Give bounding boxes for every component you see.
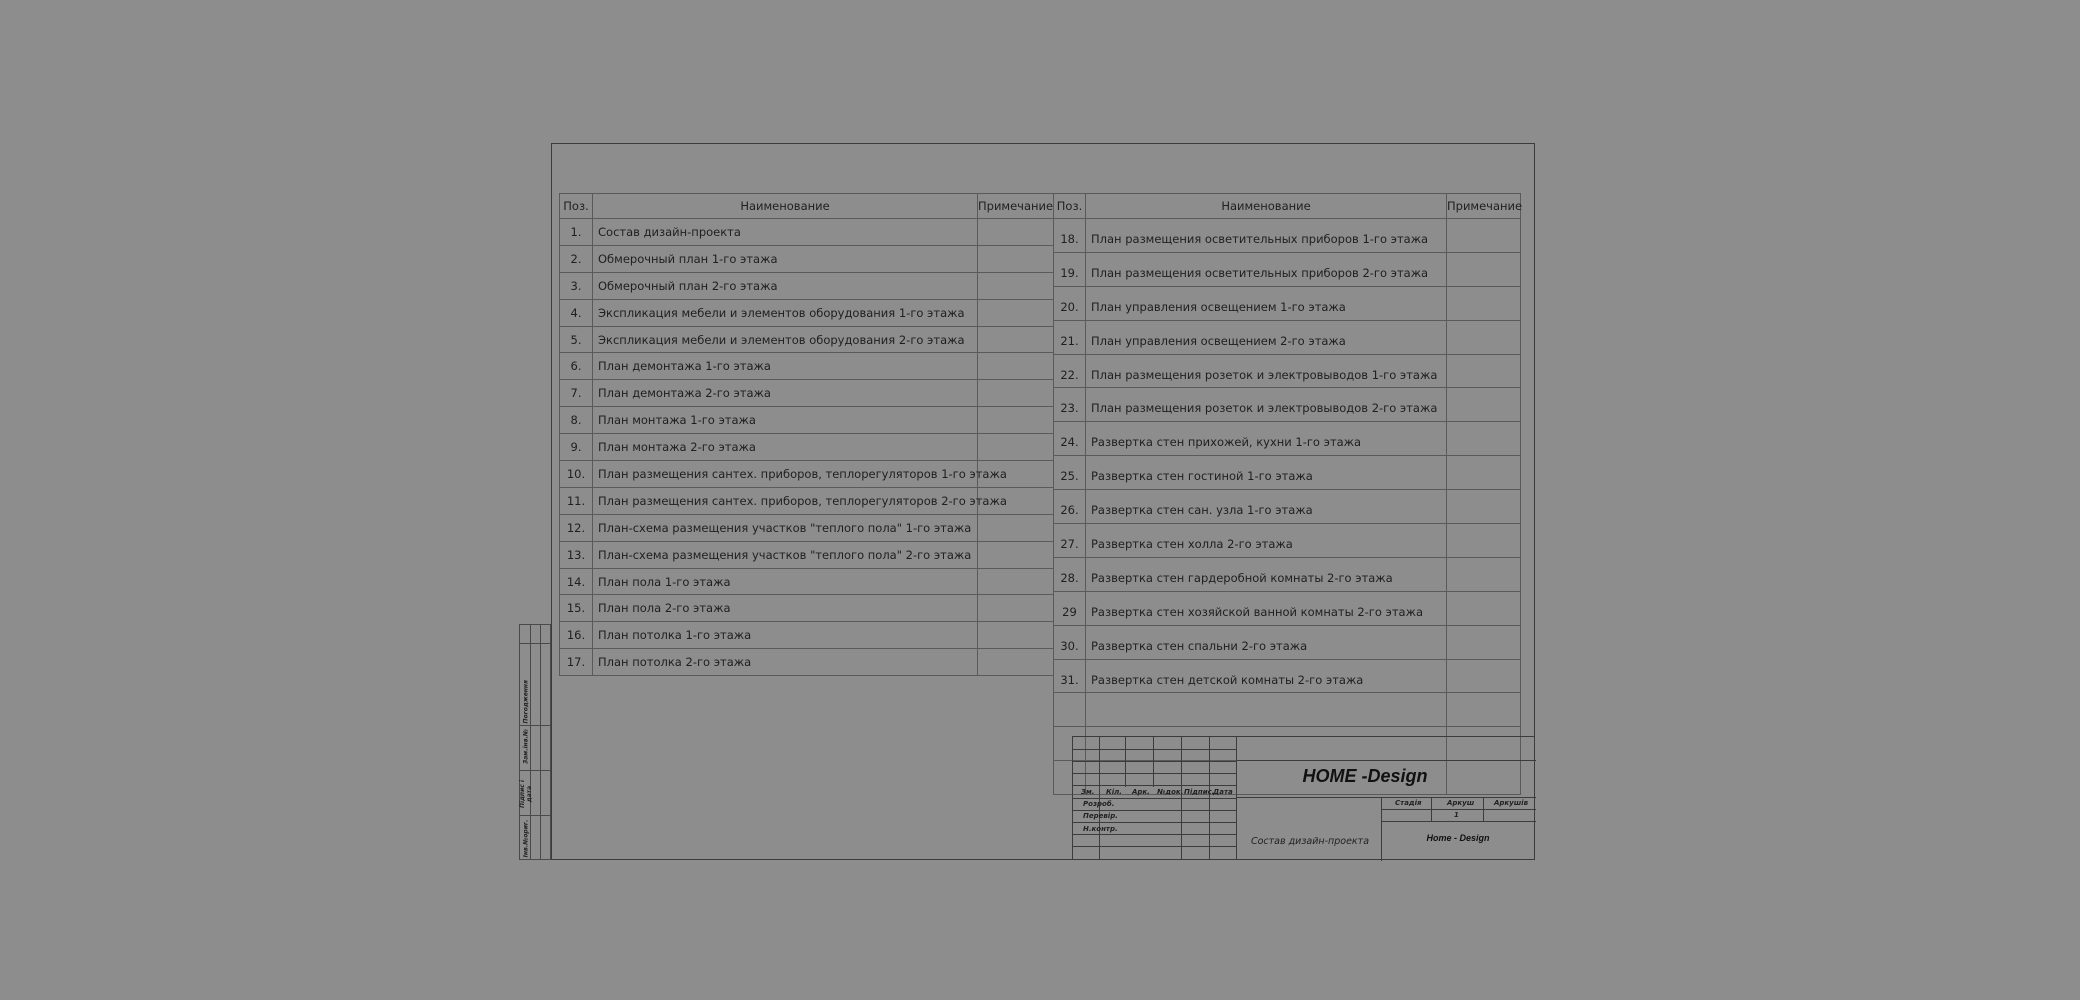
row-pos: 31. (1054, 659, 1086, 693)
row-name: План демонтажа 2-го этажа (593, 380, 978, 407)
table-header-row (1054, 194, 1521, 219)
table-row (560, 649, 1054, 676)
row-name: План пола 2-го этажа (593, 595, 978, 622)
row-name: Обмерочный план 1-го этажа (593, 245, 978, 272)
table-row (560, 353, 1054, 380)
row-pos: 13. (560, 541, 593, 568)
tb-role-checker: Перевір. (1083, 812, 1118, 820)
side-approval-strip (519, 624, 551, 860)
row-name: План потолка 1-го этажа (593, 622, 978, 649)
row-note (978, 299, 1054, 326)
row-pos: 6. (560, 353, 593, 380)
row-name: Состав дизайн-проекта (593, 219, 978, 246)
table-header-row (560, 194, 1054, 219)
contents-table-right (1053, 193, 1521, 795)
row-pos: 15. (560, 595, 593, 622)
row-note (1447, 286, 1521, 320)
row-name: Обмерочный план 2-го этажа (593, 272, 978, 299)
row-name: План размещения розеток и электровыводов 1-го этажа (1086, 354, 1447, 388)
row-name: Развертка стен прихожей, кухни 1-го этажа (1086, 422, 1447, 456)
tb-sheets-header: Аркушів (1494, 799, 1529, 807)
row-note (978, 326, 1054, 353)
row-note (1447, 557, 1521, 591)
row-note (978, 595, 1054, 622)
row-note (978, 245, 1054, 272)
row-name: План монтажа 2-го этажа (593, 434, 978, 461)
table-row (560, 434, 1054, 461)
row-pos: 21. (1054, 320, 1086, 354)
row-name: Развертка стен сан. узла 1-го этажа (1086, 490, 1447, 524)
row-note (1447, 456, 1521, 490)
row-note (1447, 252, 1521, 286)
row-note (978, 407, 1054, 434)
header-pos: Поз. (560, 194, 593, 219)
header-name: Наименование (593, 194, 978, 219)
row-note (978, 541, 1054, 568)
row-pos: 3. (560, 272, 593, 299)
tb-sheet-value: 1 (1454, 811, 1459, 819)
row-pos: 19. (1054, 252, 1086, 286)
row-pos: 4. (560, 299, 593, 326)
row-note (1447, 320, 1521, 354)
row-pos: 11. (560, 487, 593, 514)
table-row (560, 622, 1054, 649)
tb-stage-header: Стадія (1395, 799, 1422, 807)
table-row (1054, 219, 1521, 253)
row-pos: 8. (560, 407, 593, 434)
row-pos: 17. (560, 649, 593, 676)
row-note (1447, 388, 1521, 422)
row-pos: 30. (1054, 625, 1086, 659)
strip-label-original: Інв.№ориг. (522, 819, 530, 858)
table-row (560, 568, 1054, 595)
tb-col-date: Дата (1213, 788, 1233, 796)
row-note (978, 514, 1054, 541)
row-name: План потолка 2-го этажа (593, 649, 978, 676)
row-name: План управления освещением 2-го этажа (1086, 320, 1447, 354)
row-name: План размещения розеток и электровыводов 2-го этажа (1086, 388, 1447, 422)
table-row (560, 541, 1054, 568)
table-row (560, 219, 1054, 246)
row-name: Экспликация мебели и элементов оборудования 1-го этажа (593, 299, 978, 326)
tb-col-sign: Підпис. (1184, 788, 1215, 796)
row-name: План пола 1-го этажа (593, 568, 978, 595)
row-note (1447, 625, 1521, 659)
company-name: HOME -Design (1302, 766, 1428, 786)
row-note (978, 622, 1054, 649)
table-row (1054, 354, 1521, 388)
table-row (560, 461, 1054, 488)
tb-col-kil: Кіл. (1106, 788, 1122, 796)
row-name: План размещения осветительных приборов 2-го этажа (1086, 252, 1447, 286)
row-note (978, 380, 1054, 407)
strip-label-signature-date: Підпис і дата (519, 780, 533, 808)
row-note (978, 272, 1054, 299)
row-name: План-схема размещения участков "теплого пола" 1-го этажа (593, 514, 978, 541)
header-note: Примечание (978, 194, 1054, 219)
row-pos: 10. (560, 461, 593, 488)
row-name: План размещения осветительных приборов 1-го этажа (1086, 219, 1447, 253)
table-row (560, 487, 1054, 514)
row-pos: 2. (560, 245, 593, 272)
strip-label-replaced: Зам.інв.№ (522, 729, 530, 764)
row-note (1447, 422, 1521, 456)
row-pos: 20. (1054, 286, 1086, 320)
header-pos: Поз. (1054, 194, 1086, 219)
table-row (560, 326, 1054, 353)
row-note (1447, 354, 1521, 388)
tb-col-doc: №док. (1157, 788, 1184, 796)
row-pos: 14. (560, 568, 593, 595)
row-note (1447, 524, 1521, 558)
row-note (978, 353, 1054, 380)
table-row (1054, 557, 1521, 591)
row-note (1447, 693, 1521, 727)
document-name: Home - Design (1426, 833, 1490, 843)
tb-role-normcontrol: Н.контр. (1083, 825, 1118, 833)
row-name: Развертка стен гардеробной комнаты 2-го этажа (1086, 557, 1447, 591)
row-name: Развертка стен гостиной 1-го этажа (1086, 456, 1447, 490)
row-note (978, 434, 1054, 461)
table-row (560, 299, 1054, 326)
row-name: План монтажа 1-го этажа (593, 407, 978, 434)
row-pos: 12. (560, 514, 593, 541)
table-row (560, 514, 1054, 541)
tb-role-developer: Розроб. (1083, 800, 1115, 808)
row-note (1447, 490, 1521, 524)
project-title: Состав дизайн-проекта (1250, 836, 1370, 847)
table-row (1054, 659, 1521, 693)
row-note (1447, 659, 1521, 693)
row-pos: 23. (1054, 388, 1086, 422)
row-pos: 29 (1054, 591, 1086, 625)
table-row (560, 272, 1054, 299)
table-row (1054, 625, 1521, 659)
table-row (1054, 591, 1521, 625)
row-pos: 22. (1054, 354, 1086, 388)
row-note (978, 568, 1054, 595)
row-note (978, 649, 1054, 676)
tb-col-ark: Арк. (1132, 788, 1150, 796)
table-row (1054, 252, 1521, 286)
row-name (1086, 693, 1447, 727)
table-row (1054, 693, 1521, 727)
row-note (1447, 591, 1521, 625)
header-note: Примечание (1447, 194, 1521, 219)
tb-sheet-header: Аркуш (1447, 799, 1475, 807)
row-pos: 27. (1054, 524, 1086, 558)
row-pos: 25. (1054, 456, 1086, 490)
strip-label-approval: Погодження (522, 680, 530, 724)
row-pos: 9. (560, 434, 593, 461)
row-pos: 16. (560, 622, 593, 649)
row-pos: 24. (1054, 422, 1086, 456)
table-row (1054, 456, 1521, 490)
row-name: План размещения сантех. приборов, теплорегуляторов 1-го этажа (593, 461, 978, 488)
tb-col-izm: Зм. (1081, 788, 1095, 796)
table-row (1054, 320, 1521, 354)
row-name: План демонтажа 1-го этажа (593, 353, 978, 380)
row-pos: 28. (1054, 557, 1086, 591)
row-pos (1054, 693, 1086, 727)
row-name: План размещения сантех. приборов, теплорегуляторов 2-го этажа (593, 487, 978, 514)
row-pos: 26. (1054, 490, 1086, 524)
table-row (1054, 524, 1521, 558)
row-name: Развертка стен детской комнаты 2-го этажа (1086, 659, 1447, 693)
row-name: Развертка стен спальни 2-го этажа (1086, 625, 1447, 659)
table-row (560, 245, 1054, 272)
row-name: План-схема размещения участков "теплого пола" 2-го этажа (593, 541, 978, 568)
table-row (1054, 490, 1521, 524)
row-name: Экспликация мебели и элементов оборудования 2-го этажа (593, 326, 978, 353)
table-row (1054, 422, 1521, 456)
table-row (1054, 286, 1521, 320)
table-row (560, 407, 1054, 434)
row-name: Развертка стен холла 2-го этажа (1086, 524, 1447, 558)
table-row (560, 380, 1054, 407)
table-row (1054, 388, 1521, 422)
table-row (560, 595, 1054, 622)
row-pos: 7. (560, 380, 593, 407)
row-note (978, 219, 1054, 246)
row-name: Развертка стен хозяйской ванной комнаты 2-го этажа (1086, 591, 1447, 625)
row-pos: 1. (560, 219, 593, 246)
contents-table-left (559, 193, 1054, 676)
row-note (1447, 219, 1521, 253)
row-name: План управления освещением 1-го этажа (1086, 286, 1447, 320)
row-pos: 18. (1054, 219, 1086, 253)
row-pos: 5. (560, 326, 593, 353)
header-name: Наименование (1086, 194, 1447, 219)
